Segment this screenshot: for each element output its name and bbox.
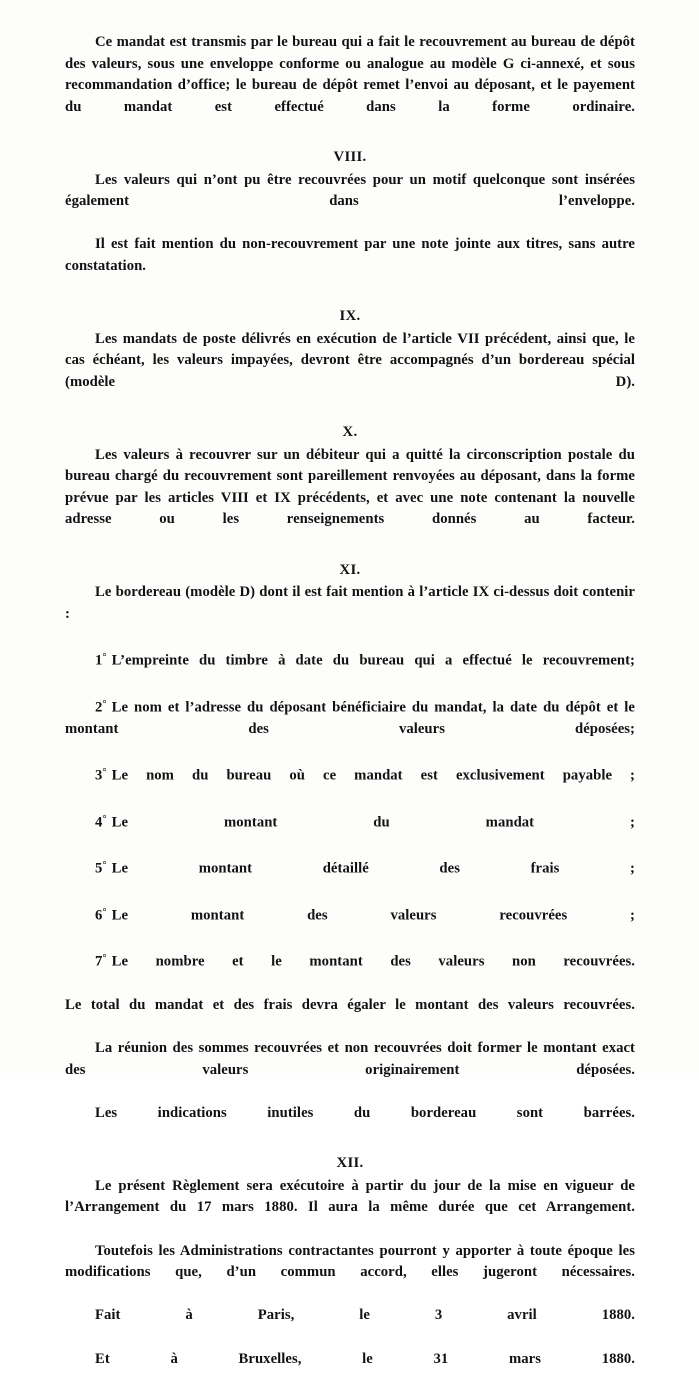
heading-ix: IX.	[339, 308, 361, 325]
item-text: Le nom du bureau où ce mandat est exclusivement payable ;	[111, 767, 635, 784]
item-3	[65, 762, 635, 809]
para-article-vii-continuation: Ce mandat est transmis par le bureau qui a fait le recouvrement au bureau de dépôt des valeurs, sous une enveloppe conforme ou analogue au modèle G ci-annexé, et sous recommandation d’office; le bureau de dépôt remet l’envoi au déposant, et le payement du mandat est effectué dans la forme ordinaire.	[65, 34, 635, 115]
para-xi-reunion: La réunion des sommes recouvrées et non recouvrées doit former le montant exact des valeurs originairement déposées.	[65, 1040, 635, 1078]
item-marker-degree: °	[102, 953, 107, 965]
item-marker-degree: °	[102, 652, 107, 664]
para-x-1: Les valeurs à recouvrer sur un débiteur qui a quitté la circonscription postale du bureau chargé du recouvrement sont pareillement renvoyées au déposant, dans la forme prévue par les articles VIII et IX précédents, et avec une note contenant la nouvelle adresse ou les renseignements donnés au facteur.	[65, 446, 635, 528]
item-4	[65, 809, 635, 856]
item-1	[65, 647, 635, 694]
heading-xi: XI.	[339, 561, 361, 578]
heading-x: X.	[342, 424, 358, 441]
item-text: Le montant détaillé des frais ;	[111, 860, 635, 877]
item-text: L’empreinte du timbre à date du bureau qui a effectué le recouvrement;	[111, 652, 635, 669]
item-2	[65, 694, 635, 762]
para-xi-total: Le total du mandat et des frais devra égaler le montant des valeurs recouvrées.	[65, 997, 635, 1013]
item-marker-degree: °	[102, 860, 107, 872]
item-text: Le nombre et le montant des valeurs non recouvrées.	[111, 953, 635, 970]
item-text: Le montant du mandat ;	[111, 813, 635, 830]
para-viii-2: Il est fait mention du non-recouvrement par une note jointe aux titres, sans autre constatation.	[65, 236, 635, 274]
para-xi-indications: Les indications inutiles du bordereau sont barrées.	[95, 1104, 635, 1121]
item-marker: 5	[95, 860, 103, 877]
item-marker: 7	[95, 953, 103, 970]
item-marker-degree: °	[102, 698, 107, 710]
item-text: Le montant des valeurs recouvrées ;	[111, 907, 635, 924]
para-viii-1: Les valeurs qui n’ont pu être recouvrées pour un motif quelconque sont insérées également dans l’enveloppe.	[65, 171, 635, 210]
item-marker: 3	[95, 767, 103, 784]
item-6	[65, 902, 635, 949]
item-marker-degree: °	[102, 906, 107, 918]
signature-bruxelles: Et à Bruxelles, le 31 mars 1880.	[95, 1350, 635, 1367]
item-marker-degree: °	[102, 813, 107, 825]
document-text-column	[65, 32, 635, 1392]
para-ix-1: Les mandats de poste délivrés en exécution de l’article VII précédent, ainsi que, le cas échéant, les valeurs impayées, devront être accompagnés d’un bordereau spécial (modèle D).	[65, 330, 635, 390]
item-marker: 6	[95, 907, 103, 924]
para-xii-2: Toutefois les Administrations contractantes pourront y apporter à toute époque les modifications que, d’un commun accord, elles jugeront nécessaires.	[65, 1242, 635, 1281]
item-5	[65, 855, 635, 902]
item-marker: 1	[95, 652, 103, 669]
signature-paris: Fait à Paris, le 3 avril 1880.	[95, 1307, 635, 1324]
heading-spacer	[65, 140, 635, 147]
heading-xii: XII.	[336, 1155, 364, 1172]
item-marker: 2	[95, 699, 103, 716]
heading-viii: VIII.	[333, 148, 367, 165]
item-marker: 4	[95, 813, 103, 830]
heading-spacer	[65, 415, 635, 422]
item-marker-degree: °	[102, 766, 107, 778]
para-xi-intro: Le bordereau (modèle D) dont il est fait mention à l’article IX ci-dessus doit contenir :	[65, 584, 635, 622]
heading-spacer	[65, 1146, 635, 1153]
item-7	[65, 948, 635, 995]
heading-spacer	[65, 553, 635, 560]
item-text: Le nom et l’adresse du déposant bénéficiaire du mandat, la date du dépôt et le montant des valeurs déposées;	[65, 699, 635, 737]
heading-spacer	[65, 299, 635, 306]
para-xii-1: Le présent Règlement sera exécutoire à partir du jour de la mise en vigueur de l’Arrangement du 17 mars 1880. Il aura la même durée que cet Arrangement.	[65, 1177, 635, 1216]
